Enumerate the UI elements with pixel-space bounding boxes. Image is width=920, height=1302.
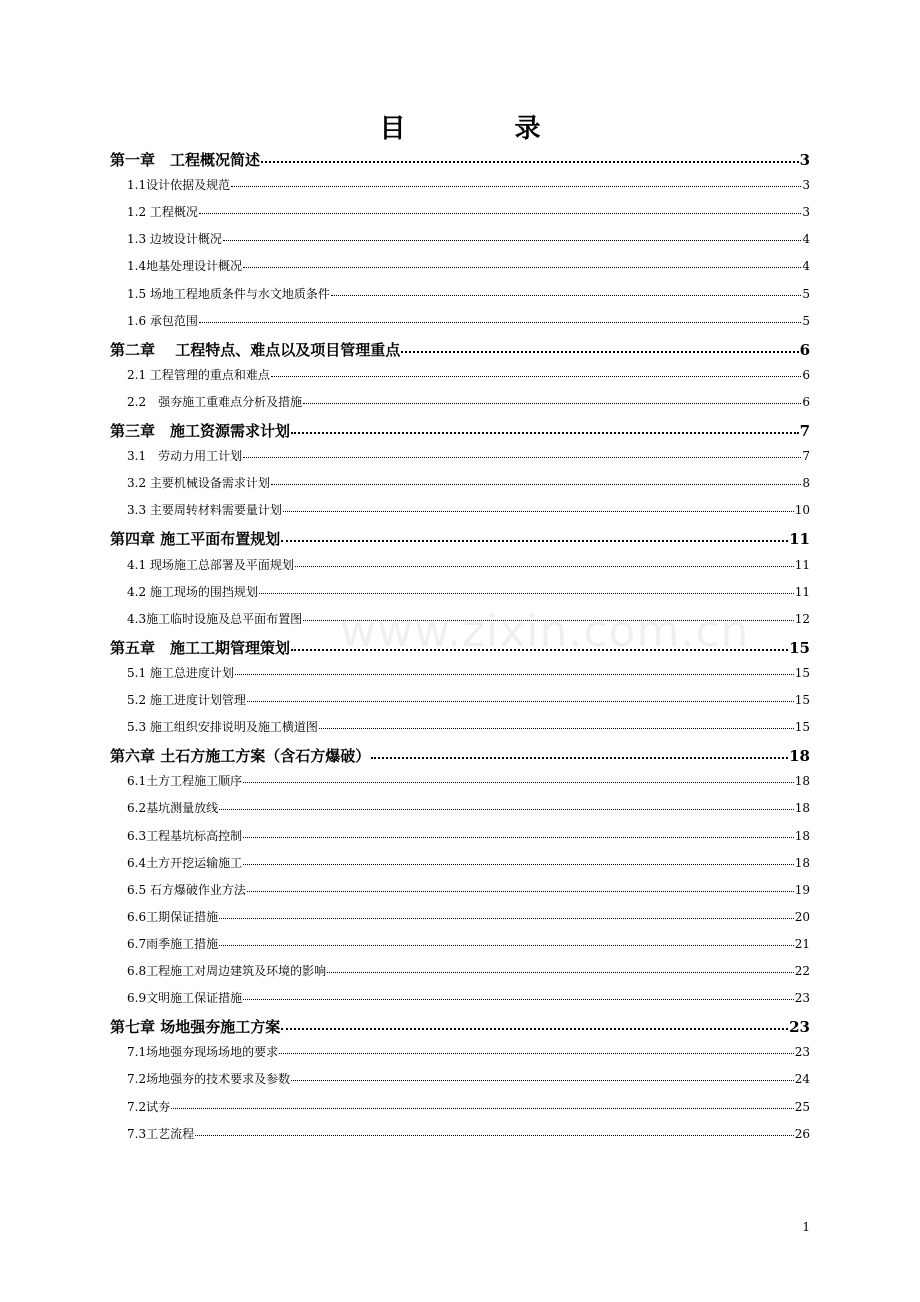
toc-dot-leader [219, 809, 794, 810]
toc-dot-leader [291, 432, 799, 434]
toc-section-entry[interactable] [110, 799, 810, 816]
toc-entry-page: 12 [794, 611, 810, 626]
toc-entry-page: 18 [794, 774, 810, 789]
toc-entry-label: 3.2 主要机械设备需求计划 [127, 476, 270, 491]
toc-section-entry[interactable] [110, 176, 810, 193]
toc-chapter-entry[interactable] [110, 745, 810, 766]
toc-dot-leader [401, 351, 798, 353]
toc-section-entry[interactable] [110, 1098, 810, 1115]
toc-dot-leader [243, 457, 801, 458]
toc-entry-page: 4 [802, 259, 810, 274]
toc-entry-page: 7 [802, 449, 810, 464]
toc-entry-label: 6.3工程基坑标高控制 [127, 828, 243, 843]
toc-entry-label: 7.3工艺流程 [127, 1126, 195, 1141]
toc-entry-label: 6.5 石方爆破作业方法 [127, 882, 246, 897]
toc-section-entry[interactable] [110, 583, 810, 600]
toc-section-entry[interactable] [110, 691, 810, 708]
toc-section-entry[interactable] [110, 474, 810, 491]
toc-dot-leader [235, 674, 794, 675]
toc-entry-label: 第二章 工程特点、难点以及项目管理重点 [110, 340, 401, 359]
toc-entry-label: 6.6工期保证措施 [127, 909, 219, 924]
toc-entry-page: 18 [789, 747, 810, 766]
toc-entry-page: 8 [802, 476, 810, 491]
toc-entry-page: 5 [802, 313, 810, 328]
toc-section-entry[interactable] [110, 1070, 810, 1087]
toc-section-entry[interactable] [110, 366, 810, 383]
toc-section-entry[interactable] [110, 962, 810, 979]
toc-dot-leader [295, 566, 794, 567]
toc-section-entry[interactable] [110, 881, 810, 898]
toc-section-entry[interactable] [110, 989, 810, 1006]
toc-entry-page: 15 [794, 693, 810, 707]
toc-entry-page: 22 [794, 964, 810, 978]
toc-dot-leader [283, 511, 794, 512]
toc-entry-label: 1.3 边坡设计概况 [127, 232, 222, 247]
toc-dot-leader [271, 484, 801, 485]
toc-dot-leader [327, 972, 794, 973]
toc-entry-page: 23 [794, 991, 810, 1006]
toc-entry-page: 19 [794, 882, 810, 897]
toc-entry-label: 第一章 工程概况简述 [110, 151, 261, 169]
toc-entry-label: 6.8工程施工对周边建筑及环境的影响 [127, 964, 327, 978]
toc-entry-label: 7.2场地强夯的技术要求及参数 [127, 1072, 291, 1087]
toc-entry-label: 1.2 工程概况 [127, 205, 198, 220]
toc-dot-leader [199, 322, 801, 323]
page-number: 1 [802, 1220, 810, 1234]
toc-section-entry[interactable] [110, 556, 810, 573]
toc-entry-label: 6.1土方工程施工顺序 [127, 774, 243, 789]
toc-entry-page: 11 [794, 584, 810, 599]
toc-dot-leader [291, 649, 788, 651]
toc-section-entry[interactable] [110, 1043, 810, 1060]
toc-dot-leader [219, 918, 794, 919]
toc-section-entry[interactable] [110, 772, 810, 789]
toc-section-entry[interactable] [110, 854, 810, 871]
toc-entry-page: 10 [794, 503, 810, 518]
toc-entry-label: 5.2 施工进度计划管理 [127, 693, 246, 707]
toc-entry-page: 18 [794, 855, 810, 870]
toc-chapter-entry[interactable] [110, 1016, 810, 1037]
toc-dot-leader [279, 1053, 794, 1054]
toc-entry-label: 6.4土方开挖运输施工 [127, 855, 243, 870]
toc-section-entry[interactable] [110, 610, 810, 627]
toc-entry-page: 26 [794, 1126, 810, 1141]
toc-entry-page: 18 [794, 828, 810, 843]
toc-dot-leader [195, 1135, 794, 1136]
toc-dot-leader [243, 999, 794, 1000]
page-title: 目 录 [379, 114, 541, 144]
toc-dot-leader [199, 213, 801, 214]
toc-entry-label: 6.9文明施工保证措施 [127, 991, 243, 1006]
toc-dot-leader [243, 782, 794, 783]
toc-entry-page: 15 [794, 720, 810, 735]
toc-entry-label: 第三章 施工资源需求计划 [110, 422, 291, 440]
toc-entry-label: 1.1设计依据及规范 [127, 178, 231, 193]
toc-dot-leader [231, 186, 801, 187]
toc-section-entry[interactable] [110, 257, 810, 274]
toc-section-entry[interactable] [110, 935, 810, 952]
toc-entry-label: 6.7雨季施工措施 [127, 936, 219, 951]
toc-dot-leader [247, 891, 794, 892]
toc-section-entry[interactable] [110, 1125, 810, 1142]
toc-entry-page: 6 [799, 340, 810, 359]
toc-dot-leader [303, 620, 794, 621]
toc-entry-page: 11 [794, 557, 810, 572]
toc-dot-leader [259, 593, 794, 594]
toc-entry-label: 1.5 场地工程地质条件与水文地质条件 [127, 286, 330, 301]
toc-section-entry[interactable] [110, 393, 810, 410]
toc-section-entry[interactable] [110, 718, 810, 735]
toc-entry-page: 6 [802, 367, 810, 382]
toc-dot-leader [243, 837, 794, 838]
toc-entry-page: 18 [794, 801, 810, 816]
toc-entry-label: 1.6 承包范围 [127, 313, 198, 328]
toc-entry-page: 15 [794, 665, 810, 680]
toc-section-entry[interactable] [110, 285, 810, 302]
toc-entry-page: 4 [802, 232, 810, 247]
toc-chapter-entry[interactable] [110, 528, 810, 549]
toc-section-entry[interactable] [110, 312, 810, 329]
toc-chapter-entry[interactable] [110, 149, 810, 170]
toc-entry-page: 23 [794, 1045, 810, 1060]
toc-dot-leader [319, 728, 794, 729]
toc-entry-page: 15 [789, 638, 810, 657]
toc-entry-label: 4.2 施工现场的围挡规划 [127, 584, 258, 599]
toc-entry-label: 5.1 施工总进度计划 [127, 665, 234, 680]
toc-dot-leader [247, 701, 794, 702]
toc-entry-label: 第五章 施工工期管理策划 [110, 638, 291, 657]
toc-entry-label: 第四章 施工平面布置规划 [110, 530, 281, 549]
toc-entry-page: 23 [789, 1018, 810, 1037]
toc-chapter-entry[interactable] [110, 637, 810, 658]
toc-dot-leader [223, 240, 801, 241]
toc-dot-leader [291, 1080, 794, 1081]
toc-entry-label: 7.1场地强夯现场场地的要求 [127, 1045, 279, 1060]
toc-entry-label: 4.3施工临时设施及总平面布置图 [127, 611, 303, 626]
toc-chapter-entry[interactable] [110, 339, 810, 360]
toc-dot-leader [261, 161, 799, 163]
toc-entry-page: 5 [802, 286, 810, 301]
toc-entry-page: 3 [799, 151, 810, 169]
toc-section-entry[interactable] [110, 501, 810, 518]
toc-section-entry[interactable] [110, 908, 810, 925]
toc-entry-page: 11 [789, 530, 810, 549]
toc-entry-label: 3.1 劳动力用工计划 [127, 449, 243, 464]
toc-section-entry[interactable] [110, 447, 810, 464]
toc-section-entry[interactable] [110, 664, 810, 681]
toc-entry-label: 3.3 主要周转材料需要量计划 [127, 503, 282, 518]
toc-dot-leader [219, 945, 794, 946]
toc-dot-leader [243, 267, 801, 268]
toc-entry-label: 7.2试夯 [127, 1099, 171, 1114]
toc-section-entry[interactable] [110, 827, 810, 844]
toc-entry-page: 3 [802, 205, 810, 220]
toc-entry-label: 2.1 工程管理的重点和难点 [127, 367, 270, 382]
toc-dot-leader [371, 757, 788, 759]
toc-entry-label: 5.3 施工组织安排说明及施工横道图 [127, 720, 318, 735]
toc-dot-leader [271, 376, 801, 377]
toc-entry-label: 6.2基坑测量放线 [127, 801, 219, 816]
toc-dot-leader [331, 295, 801, 296]
toc-entry-page: 20 [794, 909, 810, 924]
toc-dot-leader [243, 864, 794, 865]
toc-dot-leader [281, 1028, 788, 1030]
toc-entry-label: 第七章 场地强夯施工方案 [110, 1018, 281, 1037]
toc-section-entry[interactable] [110, 203, 810, 220]
toc-dot-leader [281, 540, 788, 542]
toc-entry-label: 第六章 土石方施工方案（含石方爆破） [110, 747, 371, 766]
toc-entry-page: 24 [794, 1072, 810, 1087]
toc-entry-page: 7 [799, 422, 810, 440]
toc-chapter-entry[interactable] [110, 420, 810, 441]
toc-entry-label: 1.4地基处理设计概况 [127, 259, 243, 274]
toc-entry-label: 2.2 强夯施工重难点分析及措施 [127, 394, 303, 409]
toc-dot-leader [171, 1108, 794, 1109]
toc-entry-page: 25 [794, 1099, 810, 1114]
toc-entry-label: 4.1 现场施工总部署及平面规划 [127, 557, 294, 572]
watermark: www.zixin.com.cn [340, 606, 750, 657]
toc-entry-page: 21 [794, 936, 810, 951]
toc-entry-page: 3 [802, 178, 810, 193]
toc-entry-page: 6 [802, 394, 810, 409]
toc-dot-leader [303, 403, 801, 404]
toc-section-entry[interactable] [110, 230, 810, 247]
